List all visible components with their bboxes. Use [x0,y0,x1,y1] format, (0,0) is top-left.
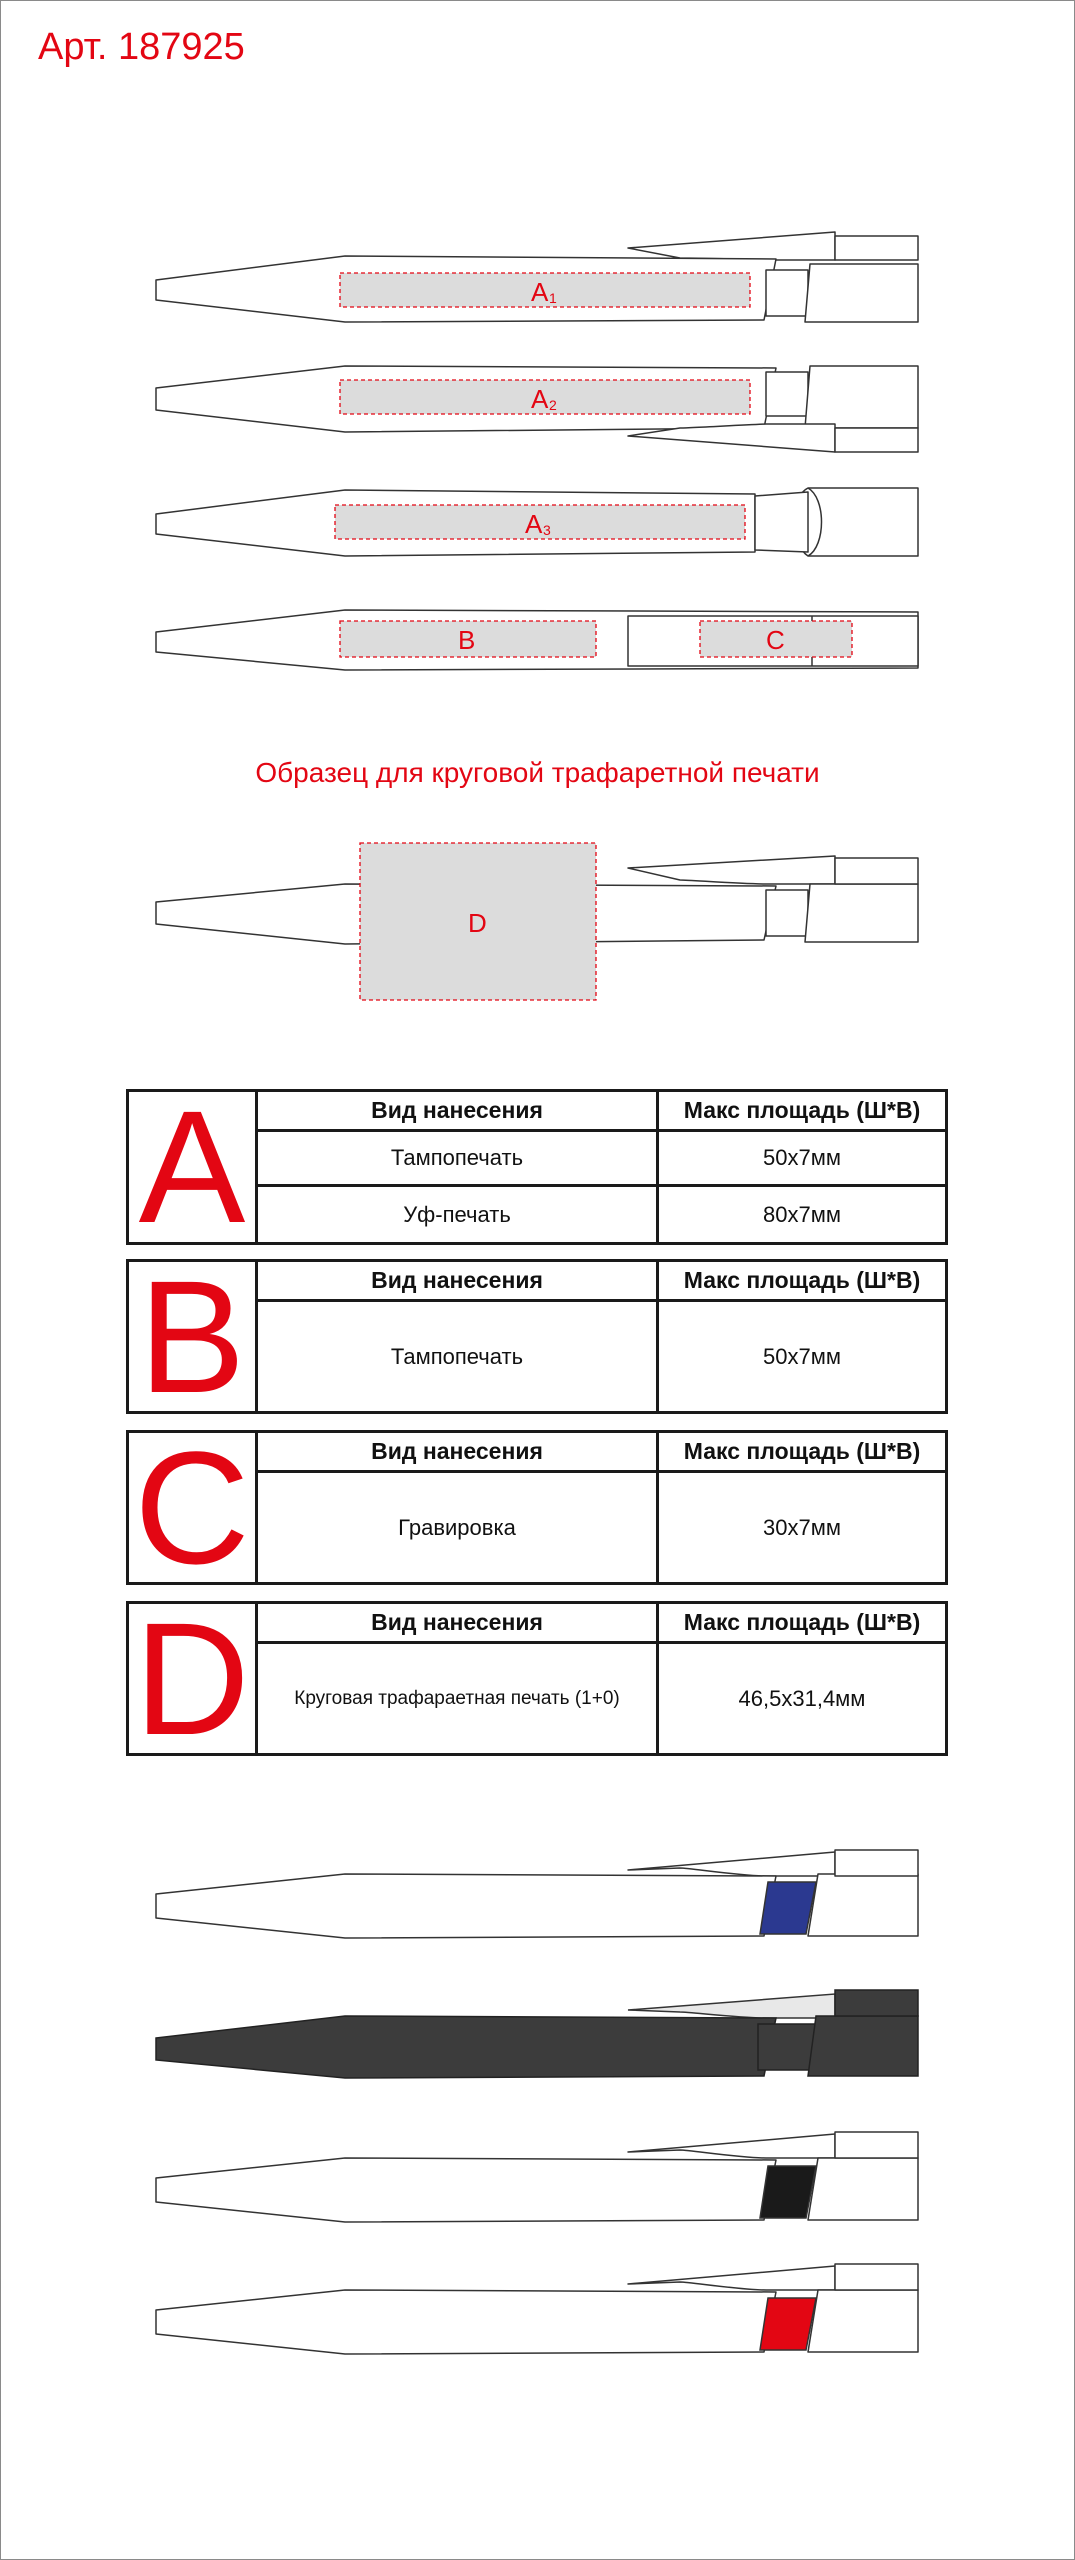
method-cell: Тампопечать [258,1132,659,1184]
color-variant-black [156,2132,918,2222]
zone-label-b: B [458,625,476,655]
table-header-row [258,1262,945,1302]
zone-sub-a1: 1 [549,290,557,306]
header-area: Макс площадь (Ш*В) [683,1097,921,1123]
zone-label-c: C [766,625,785,655]
table-row [258,1473,945,1582]
table-c [126,1417,948,1597]
zone-label-d: D [468,908,487,938]
zone-sub-a2: 2 [549,397,557,413]
method-cell: Круговая трафараетная печать (1+0) [258,1644,659,1753]
table-header-row [258,1092,945,1132]
table-b [126,1246,948,1426]
pen-diagram-bc [156,610,918,670]
header-method: Вид нанесения [258,1262,659,1299]
header-area: Макс площадь (Ш*В) [683,1267,921,1293]
table-row [258,1187,945,1242]
header-method: Вид нанесения [258,1604,659,1641]
table-header-row [258,1433,945,1473]
color-variant-blue [156,1850,918,1938]
circular-print-subtitle: Образец для круговой трафаретной печати [255,757,820,788]
table-letter-d: D [129,1604,258,1753]
zone-label-a2: A [531,384,549,414]
zone-label-a3: A [525,509,543,539]
table-letter-a: A [129,1092,258,1242]
table-letter-b: B [129,1262,258,1411]
pen-diagram-a2 [156,366,918,452]
method-cell: Уф-печать [258,1187,659,1242]
area-cell: 80x7мм [763,1201,841,1227]
color-variant-red [156,2264,918,2354]
zone-label-a1: A [531,277,549,307]
header-method: Вид нанесения [258,1092,659,1129]
table-letter-c: C [129,1433,258,1582]
header-area: Макс площадь (Ш*В) [683,1438,921,1464]
table-row [258,1644,945,1753]
color-variant-dark [156,1990,918,2078]
zone-sub-a3: 3 [543,522,551,538]
header-area: Макс площадь (Ш*В) [683,1609,921,1635]
method-cell: Тампопечать [258,1302,659,1411]
area-cell: 50x7мм [763,1343,841,1369]
table-row [258,1132,945,1187]
pen-diagram-d [156,843,918,1000]
area-cell: 50x7мм [763,1145,841,1170]
area-cell: 46,5x31,4мм [738,1685,866,1711]
method-cell: Гравировка [258,1473,659,1582]
table-a [126,1077,948,1256]
header-method: Вид нанесения [258,1433,659,1470]
table-header-row [258,1604,945,1644]
table-d [126,1588,948,1768]
pen-diagram-a1 [156,232,918,322]
area-cell: 30x7мм [763,1514,841,1540]
pen-diagram-a3 [156,488,918,556]
table-row [258,1302,945,1411]
article-number: Арт. 187925 [38,26,245,68]
